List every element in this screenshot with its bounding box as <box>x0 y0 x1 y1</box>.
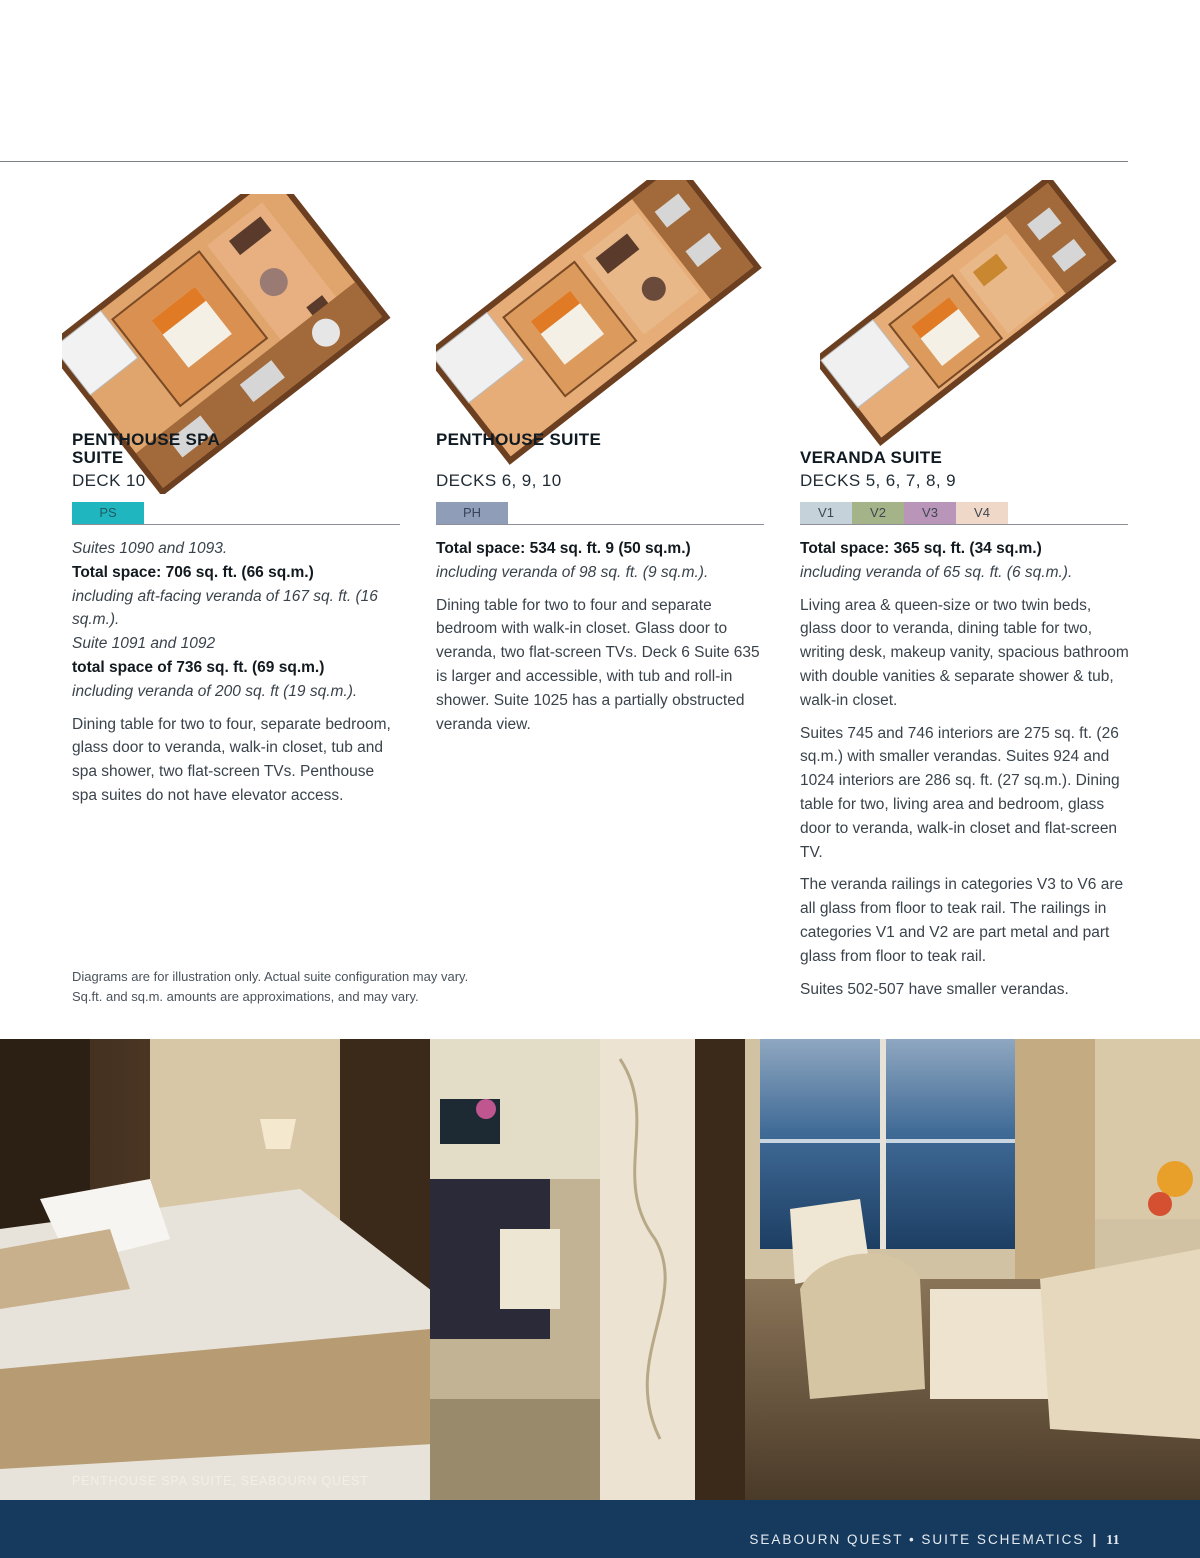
top-rule <box>0 161 1128 162</box>
veranda-size: including veranda of 98 sq. ft. (9 sq.m.). <box>436 563 709 581</box>
category-tag-v1: V1 <box>800 502 852 524</box>
category-tag-v4: V4 <box>956 502 1008 524</box>
category-strip <box>436 502 764 525</box>
footer <box>749 1532 1120 1548</box>
disclaimer <box>72 967 532 1006</box>
total-space: Total space: 534 sq. ft. 9 (50 sq.m.) <box>436 540 691 557</box>
railing-note: The veranda railings in categories V3 to V6 are all glass from floor to teak rail. The railings in categories V1 and V2 are part metal and part glass from floor to teak rail. <box>800 876 1124 965</box>
suite-description <box>800 537 1130 1001</box>
total-space: Total space: 706 sq. ft. (66 sq.m.) <box>72 563 314 581</box>
suite-title: PENTHOUSE SPA SUITE <box>72 430 220 467</box>
suite-title: PENTHOUSE SUITE <box>436 430 602 449</box>
total-space: total space of 736 sq. ft. (69 sq.m.) <box>72 658 325 676</box>
suite-description <box>436 537 766 736</box>
suite-decks: DECKS 5, 6, 7, 8, 9 <box>800 471 956 490</box>
footer-publication: SEABOURN QUEST • SUITE SCHEMATICS <box>749 1532 1085 1547</box>
suite-decks: DECK 10 <box>72 471 146 490</box>
suite-variants: Suites 745 and 746 interiors are 275 sq. ft. (26 sq.m.) with smaller verandas. Suites 924 and 1024 interiors are 286 sq. ft. (27 sq.m.). Dining table for two, living area and bedroom, glass door to veranda, walk-in closet and flat-screen TV. <box>800 724 1120 861</box>
suite-description <box>72 537 402 808</box>
category-tag-v3: V3 <box>904 502 956 524</box>
suite-amenities: Dining table for two to four, separate bedroom, glass door to veranda, walk-in closet, tub and spa shower, two flat-screen TVs. Penthouse spa suites do not have elevator access. <box>72 715 391 804</box>
category-strip <box>800 502 1128 525</box>
small-veranda-note: Suites 502-507 have smaller verandas. <box>800 980 1069 998</box>
disclaimer-line: Diagrams are for illustration only. Actual suite configuration may vary. <box>72 969 469 984</box>
suite-amenities: Living area & queen-size or two twin beds, glass door to veranda, dining table for two, writing desk, makeup vanity, spacious bathroom with double vanities & separate shower & tub, walk-in closet. <box>800 596 1129 709</box>
photo-caption: PENTHOUSE SPA SUITE, SEABOURN QUEST <box>72 1474 369 1488</box>
category-strip <box>72 502 400 525</box>
category-tag-v2: V2 <box>852 502 904 524</box>
footer-separator: | <box>1092 1532 1099 1547</box>
total-space: Total space: 365 sq. ft. (34 sq.m.) <box>800 540 1042 557</box>
suite-numbers: Suite 1091 and 1092 <box>72 635 216 653</box>
suite-decks: DECKS 6, 9, 10 <box>436 471 562 490</box>
suite-amenities: Dining table for two to four and separate bedroom with walk-in closet. Glass door to veranda, two flat-screen TVs. Deck 6 Suite 635 is larger and accessible, with tub and roll-in shower. Suite 1025 has a partially obstructed veranda view. <box>436 596 760 733</box>
category-tag-ph: PH <box>436 502 508 524</box>
veranda-size: including aft-facing veranda of 167 sq. ft. (16 sq.m.). <box>72 587 378 629</box>
suite-title: VERANDA SUITE <box>800 448 943 467</box>
footer-bar <box>0 1500 1200 1558</box>
veranda-size: including veranda of 65 sq. ft. (6 sq.m.). <box>800 563 1073 581</box>
disclaimer-line: Sq.ft. and sq.m. amounts are approximations, and may vary. <box>72 988 419 1004</box>
veranda-size: including veranda of 200 sq. ft (19 sq.m.). <box>72 682 358 700</box>
floor-plan-veranda <box>820 180 1150 480</box>
category-tag-ps: PS <box>72 502 144 524</box>
suite-numbers: Suites 1090 and 1093. <box>72 540 228 557</box>
page-number: 11 <box>1106 1532 1120 1547</box>
suite-interior-photo <box>0 1039 1200 1500</box>
